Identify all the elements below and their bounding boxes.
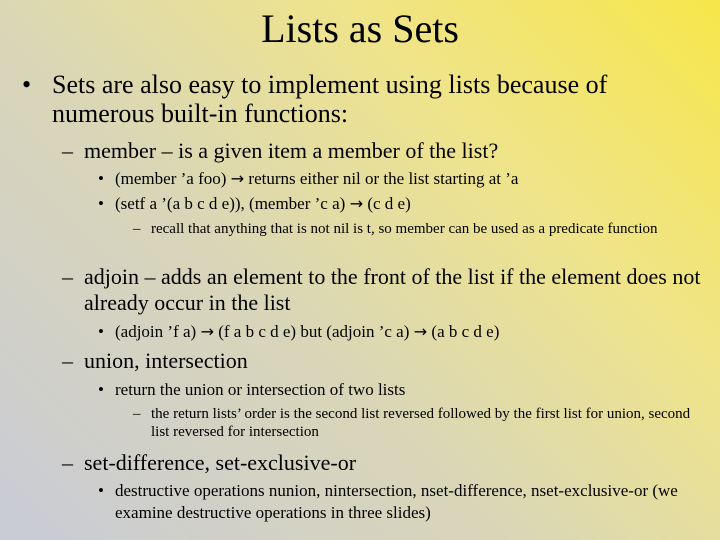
result-text: (c d e): [367, 194, 411, 213]
bullet-member-example-1: [98, 168, 708, 190]
bullet-union-note: [133, 405, 703, 441]
bullet-dash: –: [62, 264, 73, 289]
slide-title: Lists as Sets: [261, 6, 459, 51]
bullet-adjoin-example: [98, 321, 708, 343]
bullet-text: destructive operations nunion, nintersection, nset-difference, nset-exclusive-or (we examine destructive operations in three slides): [115, 481, 678, 522]
bullet-text: Sets are also easy to implement using lists because of numerous built-in functions:: [52, 70, 608, 128]
arrow-icon: →: [200, 322, 214, 341]
bullet-member-note: [133, 220, 703, 238]
arrow-icon: →: [349, 194, 364, 213]
bullet-sets: [22, 70, 692, 128]
bullet-dot: •: [98, 481, 104, 500]
bullet-union-example: [98, 379, 708, 401]
bullet-text: set-difference, set-exclusive-or: [84, 450, 357, 475]
bullet-dash: –: [62, 348, 73, 373]
bullet-dot: •: [98, 322, 104, 341]
code-text: (adjoin ’f a): [115, 322, 197, 341]
bullet-dash: –: [133, 221, 141, 237]
bullet-text: recall that anything that is not nil is t, so member can be used as a predicate function: [151, 221, 658, 237]
bullet-text: return the union or intersection of two lists: [115, 380, 406, 399]
code-text: (setf a ’(a b c d e)), (member ’c a): [115, 194, 346, 213]
code-text: (f a b c d e) but (adjoin ’c a): [218, 322, 410, 341]
bullet-set-difference-example: [98, 480, 708, 524]
bullet-member: [62, 138, 702, 164]
result-text: (a b c d e): [431, 322, 500, 341]
bullet-dot: •: [98, 380, 104, 399]
bullet-dot: •: [22, 70, 32, 99]
arrow-icon: →: [413, 322, 428, 341]
bullet-adjoin: [62, 264, 702, 316]
bullet-text: adjoin – adds an element to the front of the list if the element does not already occur in the list: [84, 264, 701, 315]
bullet-dash: –: [133, 406, 141, 422]
bullet-union: [62, 348, 702, 374]
bullet-text: union, intersection: [84, 348, 248, 373]
bullet-dash: –: [62, 138, 73, 163]
bullet-dash: –: [62, 450, 73, 475]
bullet-text: member – is a given item a member of the list?: [84, 138, 499, 163]
bullet-member-example-2: [98, 193, 708, 215]
code-text: (member ’a foo): [115, 169, 227, 188]
bullet-set-difference: [62, 450, 702, 476]
arrow-icon: →: [230, 169, 245, 188]
result-text: returns either nil or the list starting at ’a: [248, 169, 519, 188]
bullet-dot: •: [98, 194, 104, 213]
bullet-text: the return lists’ order is the second list reversed followed by the first list for union, second list reversed for intersection: [151, 406, 691, 440]
bullet-dot: •: [98, 169, 104, 188]
